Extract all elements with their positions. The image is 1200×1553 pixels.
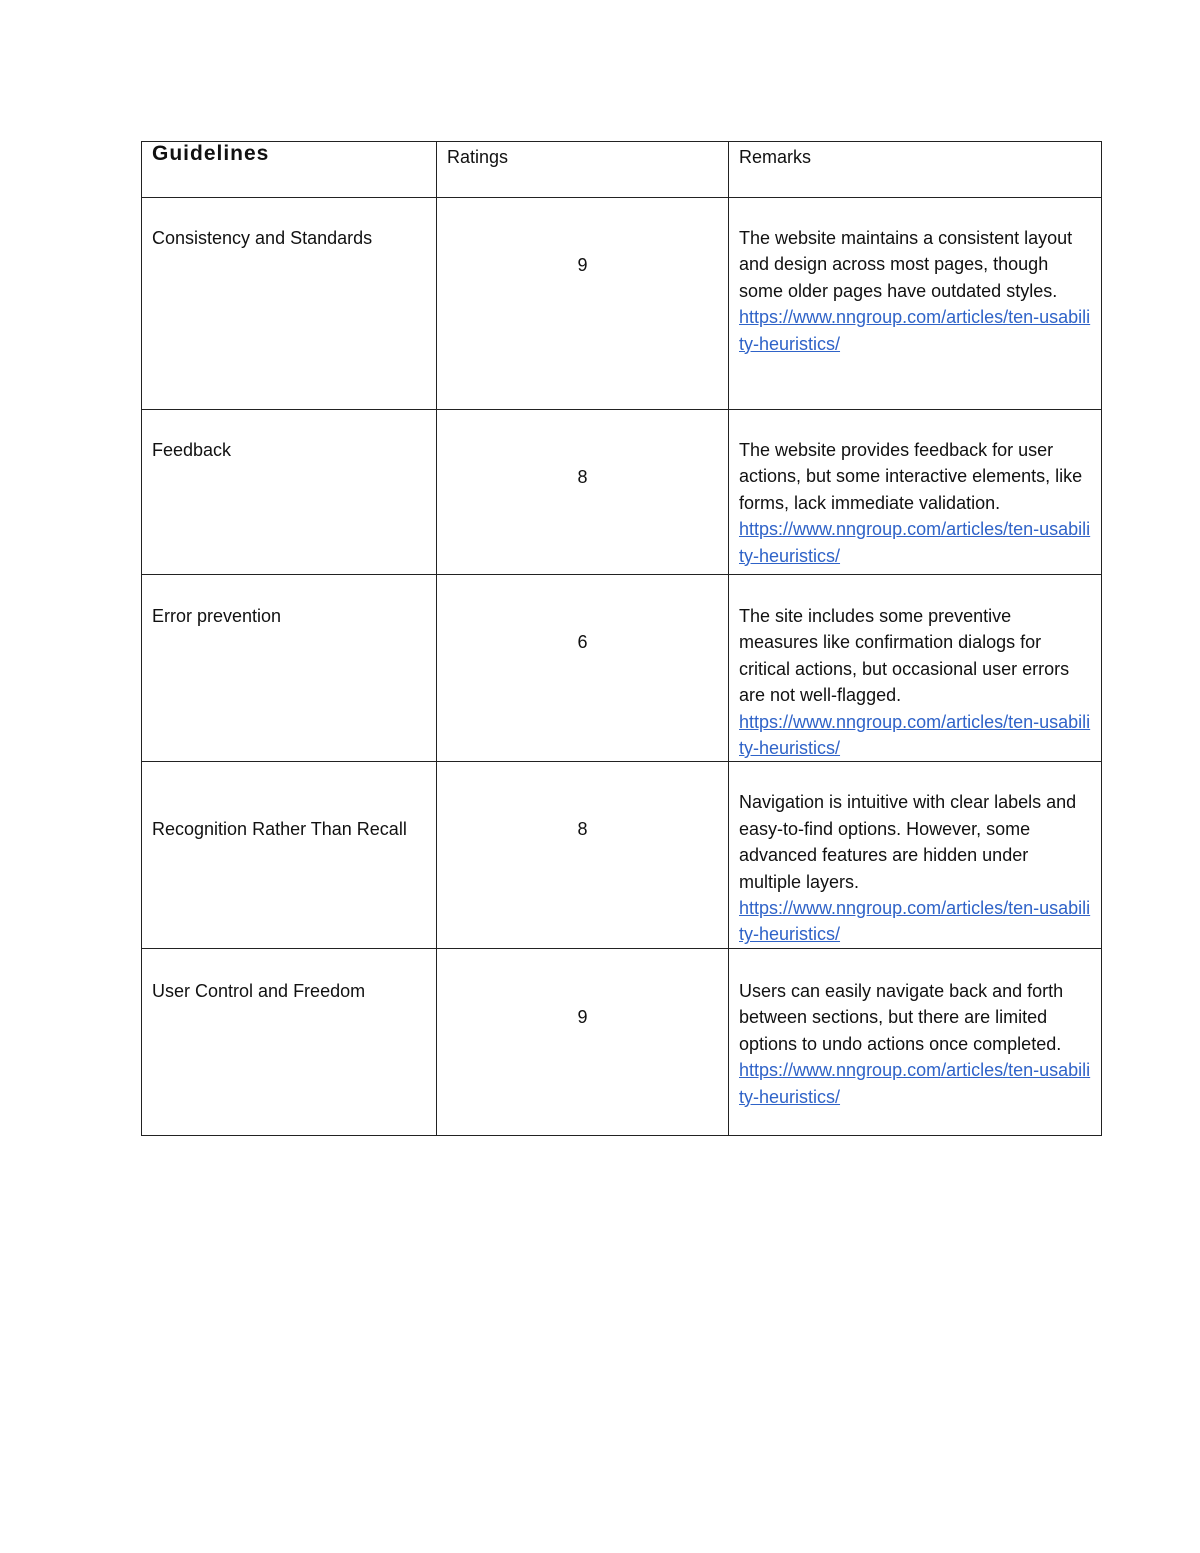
table-row — [142, 948, 1102, 1135]
remark — [729, 575, 1101, 761]
table-row — [142, 410, 1102, 575]
remark-text: Users can easily navigate back and forth between sections, but there are limited options to undo actions once completed. — [739, 980, 1064, 1054]
rating-value: 9 — [577, 255, 588, 275]
rating-value: 8 — [577, 819, 588, 840]
remark — [729, 410, 1101, 569]
reference-link[interactable]: https://www.nngroup.com/articles/ten-usability-heuristics/ — [739, 898, 1091, 945]
remark-text: The site includes some preventive measures like confirmation dialogs for critical actions, but occasional user errors are not well-flagged. — [739, 606, 1070, 706]
table-row — [142, 762, 1102, 948]
remark — [729, 949, 1101, 1110]
reference-link[interactable]: https://www.nngroup.com/articles/ten-usability-heuristics/ — [739, 307, 1091, 354]
guideline-cell — [142, 575, 437, 762]
rating-value: 9 — [577, 1006, 588, 1027]
table-row — [142, 198, 1102, 410]
remarks-cell — [729, 762, 1102, 948]
header-cell-ratings — [437, 142, 729, 198]
guideline-name: Feedback — [152, 440, 232, 460]
rating-cell — [437, 575, 729, 762]
table-row — [142, 575, 1102, 762]
remarks-cell — [729, 948, 1102, 1135]
heuristics-table — [141, 141, 1102, 1136]
reference-link[interactable]: https://www.nngroup.com/articles/ten-usability-heuristics/ — [739, 519, 1091, 566]
remark — [729, 762, 1101, 947]
rating-cell — [437, 198, 729, 410]
header-cell-remarks — [729, 142, 1102, 198]
rating-value: 6 — [577, 632, 588, 652]
header-remarks: Remarks — [739, 147, 812, 167]
reference-link[interactable]: https://www.nngroup.com/articles/ten-usability-heuristics/ — [739, 711, 1091, 759]
reference-link[interactable]: https://www.nngroup.com/articles/ten-usability-heuristics/ — [739, 1060, 1091, 1107]
remarks-cell — [729, 575, 1102, 762]
header-ratings: Ratings — [447, 147, 509, 167]
rating-cell — [437, 762, 729, 948]
rating-cell — [437, 948, 729, 1135]
remarks-cell — [729, 410, 1102, 575]
guideline-name: Consistency and Standards — [152, 228, 373, 248]
guideline-cell — [142, 410, 437, 575]
rating-cell — [437, 410, 729, 575]
header-guidelines: Guidelines — [152, 142, 270, 165]
guideline-name: Error prevention — [152, 606, 282, 626]
guideline-cell — [142, 948, 437, 1135]
header-cell-guidelines — [142, 142, 437, 198]
remark — [729, 198, 1101, 357]
guideline-name: User Control and Freedom — [152, 980, 366, 1001]
remark-text: The website provides feedback for user actions, but some interactive elements, like forms, lack immediate validation. — [739, 440, 1083, 513]
remarks-cell — [729, 198, 1102, 410]
rating-value: 8 — [577, 467, 588, 487]
guideline-cell — [142, 198, 437, 410]
table-header-row — [142, 142, 1102, 198]
remark-text: The website maintains a consistent layout and design across most pages, though some older pages have outdated styles. — [739, 228, 1073, 301]
guideline-cell — [142, 762, 437, 948]
remark-text: Navigation is intuitive with clear labels and easy-to-find options. However, some advanced features are hidden under multiple layers. — [739, 792, 1077, 892]
guideline-name: Recognition Rather Than Recall — [152, 819, 407, 840]
